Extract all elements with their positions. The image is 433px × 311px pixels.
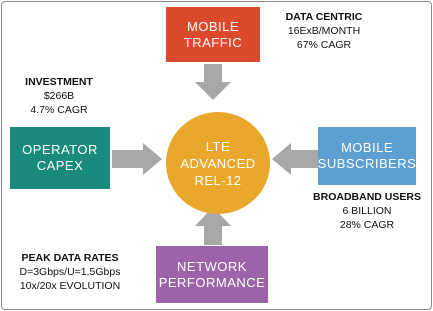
broadband-users-line-2: 28% CAGR (339, 219, 395, 231)
investment-annotation (16, 75, 102, 117)
broadband-users-heading: BROADBAND USERS (313, 191, 421, 203)
broadband-users-annotation (307, 190, 427, 232)
investment-heading: INVESTMENT (25, 76, 93, 88)
peak-data-rates-line-1: D=3Gbps/U=1.5Gbps (19, 266, 121, 278)
mobile-subscribers-line-2: SUBSCRIBERS (317, 156, 417, 171)
operator-capex-line-1: OPERATOR (22, 142, 98, 157)
data-centric-heading: DATA CENTRIC (285, 11, 363, 23)
lte-advanced-circle (166, 112, 270, 214)
peak-data-rates-line-2: 10x/20x EVOLUTION (19, 280, 121, 292)
center-line-3: REL-12 (194, 172, 242, 188)
peak-data-rates-annotation (8, 251, 132, 293)
network-performance-line-2: PERFORMANCE (158, 274, 266, 290)
mobile-subscribers-line-1: MOBILE (340, 140, 394, 155)
arrow-left-from-subscribers (272, 143, 321, 175)
mobile-subscribers-box (318, 127, 416, 185)
center-line-2: ADVANCED (180, 155, 256, 171)
mobile-traffic-line-2: TRAFFIC (183, 34, 243, 50)
arrow-right-from-capex (112, 143, 162, 175)
network-performance-line-1: NETWORK (177, 258, 247, 274)
investment-line-2: 4.7% CAGR (30, 104, 88, 116)
mobile-traffic-box (166, 7, 260, 62)
network-performance-box (156, 246, 268, 303)
data-centric-annotation (270, 10, 378, 52)
data-centric-line-1: 16ExB/MONTH (287, 25, 361, 37)
operator-capex-box (10, 127, 110, 189)
broadband-users-line-1: 6 BILLION (342, 205, 392, 217)
investment-line-1: $266B (43, 90, 75, 102)
mobile-traffic-line-1: MOBILE (186, 18, 240, 34)
center-line-1: LTE (205, 138, 231, 154)
arrow-down-from-traffic (195, 64, 231, 100)
peak-data-rates-heading: PEAK DATA RATES (21, 252, 119, 264)
operator-capex-line-2: CAPEX (36, 158, 84, 173)
data-centric-line-2: 67% CAGR (296, 39, 352, 51)
diagram-frame (1, 1, 432, 310)
